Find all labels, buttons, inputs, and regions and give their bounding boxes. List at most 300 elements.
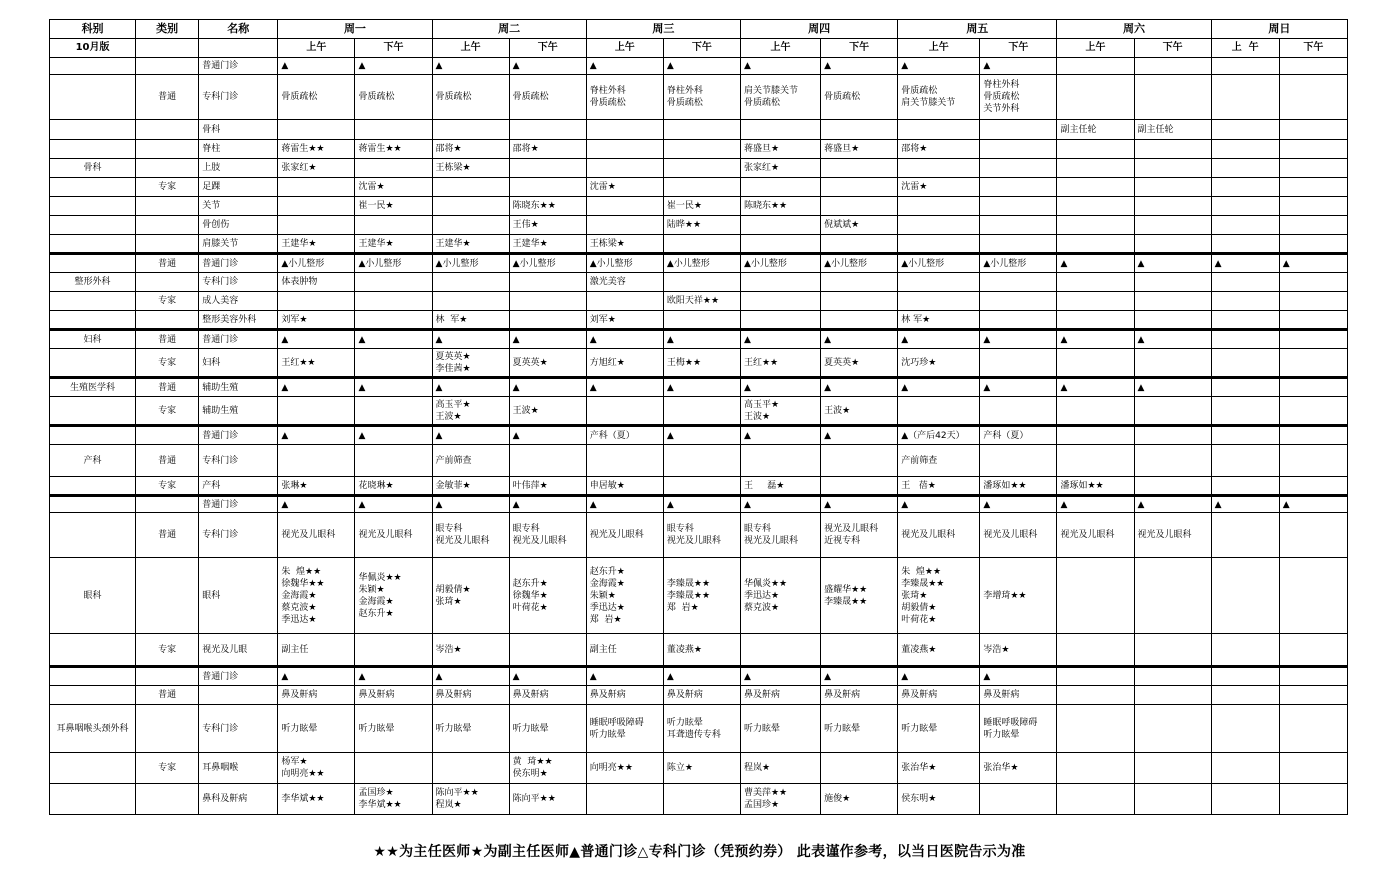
schedule-cell: 眼专科 视光及儿眼科 xyxy=(663,513,740,558)
schedule-cell xyxy=(1057,197,1134,216)
schedule-cell: ▲小儿整形 xyxy=(980,254,1057,273)
schedule-cell xyxy=(898,120,980,140)
schedule-cell xyxy=(1057,311,1134,330)
category-cell: 普通 xyxy=(136,445,199,477)
schedule-cell xyxy=(432,178,509,197)
schedule-cell xyxy=(1211,477,1279,496)
schedule-cell: 王建华★ xyxy=(355,235,432,254)
schedule-cell: 脊柱外科 骨质疏松 xyxy=(586,75,663,120)
table-row xyxy=(50,558,1348,634)
schedule-cell xyxy=(278,178,355,197)
dept-cell xyxy=(50,513,136,558)
dept-cell xyxy=(50,140,136,159)
schedule-cell: 张琳★ xyxy=(278,477,355,496)
schedule-cell: 夏英英★ xyxy=(821,349,898,378)
schedule-cell: 副主任 xyxy=(586,634,663,667)
schedule-cell: ▲ xyxy=(980,330,1057,349)
schedule-cell: 陈晓东★★ xyxy=(509,197,586,216)
schedule-cell xyxy=(1057,558,1134,634)
schedule-cell: 视光及儿眼科 xyxy=(898,513,980,558)
category-cell xyxy=(136,235,199,254)
schedule-cell: 副主任轮 xyxy=(1134,120,1211,140)
schedule-cell xyxy=(1134,426,1211,445)
schedule-cell: ▲ xyxy=(740,667,820,686)
table-row xyxy=(50,686,1348,705)
schedule-cell: 脊柱外科 骨质疏松 关节外科 xyxy=(980,75,1057,120)
schedule-cell xyxy=(1279,558,1347,634)
schedule-cell: 眼专科 视光及儿眼科 xyxy=(509,513,586,558)
schedule-cell: ▲ xyxy=(898,330,980,349)
schedule-cell: 体表肿物 xyxy=(278,273,355,292)
schedule-cell xyxy=(1134,75,1211,120)
clinic-name-cell: 产科 xyxy=(199,477,278,496)
dept-cell xyxy=(50,311,136,330)
schedule-cell xyxy=(1279,634,1347,667)
schedule-cell xyxy=(586,159,663,178)
header-dept: 科别 xyxy=(50,20,136,39)
schedule-cell: 董凌燕★ xyxy=(663,634,740,667)
schedule-cell xyxy=(1211,705,1279,753)
schedule-cell: ▲ xyxy=(1134,496,1211,513)
schedule-cell xyxy=(1057,667,1134,686)
schedule-cell xyxy=(1211,178,1279,197)
schedule-cell xyxy=(821,197,898,216)
schedule-cell: 向明亮★★ xyxy=(586,753,663,784)
table-row xyxy=(50,330,1348,349)
category-cell: 专家 xyxy=(136,349,199,378)
schedule-cell xyxy=(740,634,820,667)
schedule-cell: ▲ xyxy=(278,378,355,397)
clinic-name-cell: 眼科 xyxy=(199,558,278,634)
table-row xyxy=(50,426,1348,445)
schedule-cell: ▲ xyxy=(355,330,432,349)
schedule-cell xyxy=(980,197,1057,216)
table-row xyxy=(50,667,1348,686)
schedule-cell xyxy=(1134,686,1211,705)
schedule-cell: 张家红★ xyxy=(278,159,355,178)
schedule-cell xyxy=(1134,159,1211,178)
schedule-cell: 潘琢如★★ xyxy=(980,477,1057,496)
schedule-cell: ▲ xyxy=(509,58,586,75)
legend-note: ★★为主任医师★为副主任医师▲普通门诊△专科门诊（凭预约券） 此表谨作参考，以当日医院告示为准 xyxy=(373,844,1026,860)
table-row xyxy=(50,496,1348,513)
category-cell: 普通 xyxy=(136,254,199,273)
schedule-cell xyxy=(1279,349,1347,378)
schedule-cell: 高玉平★ 王波★ xyxy=(740,397,820,426)
schedule-cell: ▲ xyxy=(1211,496,1279,513)
clinic-name-cell: 专科门诊 xyxy=(199,445,278,477)
schedule-cell xyxy=(898,197,980,216)
schedule-cell: 盛耀华★★ 李臻晟★★ xyxy=(821,558,898,634)
schedule-cell xyxy=(1057,292,1134,311)
schedule-cell xyxy=(1057,705,1134,753)
schedule-cell: ▲ xyxy=(821,378,898,397)
schedule-cell xyxy=(1211,159,1279,178)
schedule-cell xyxy=(1279,273,1347,292)
schedule-cell: ▲小儿整形 xyxy=(821,254,898,273)
category-cell xyxy=(136,311,199,330)
schedule-cell: 蒋盛旦★ xyxy=(821,140,898,159)
schedule-cell xyxy=(1134,477,1211,496)
schedule-cell xyxy=(1057,140,1134,159)
schedule-cell: 脊柱外科 骨质疏松 xyxy=(663,75,740,120)
header-slot: 上午 xyxy=(586,39,663,58)
schedule-cell: 张治华★ xyxy=(980,753,1057,784)
header-slot: 上 午 xyxy=(1211,39,1279,58)
dept-cell xyxy=(50,784,136,815)
clinic-name-cell: 普通门诊 xyxy=(199,58,278,75)
category-cell xyxy=(136,58,199,75)
schedule-cell xyxy=(355,311,432,330)
category-cell: 普通 xyxy=(136,330,199,349)
schedule-cell: 鼻及鼾病 xyxy=(740,686,820,705)
clinic-name-cell: 骨创伤 xyxy=(199,216,278,235)
schedule-cell xyxy=(1279,216,1347,235)
header-slot: 下午 xyxy=(980,39,1057,58)
category-cell xyxy=(136,667,199,686)
dept-cell xyxy=(50,216,136,235)
schedule-cell xyxy=(1279,235,1347,254)
schedule-cell: 鼻及鼾病 xyxy=(432,686,509,705)
schedule-cell xyxy=(1057,159,1134,178)
table-row xyxy=(50,784,1348,815)
schedule-cell xyxy=(821,753,898,784)
schedule-cell xyxy=(663,784,740,815)
schedule-cell: 视光及儿眼科 xyxy=(586,513,663,558)
clinic-name-cell: 关节 xyxy=(199,197,278,216)
schedule-cell xyxy=(980,397,1057,426)
schedule-cell xyxy=(1279,445,1347,477)
schedule-cell xyxy=(1279,140,1347,159)
schedule-cell: 王建华★ xyxy=(278,235,355,254)
schedule-cell: 鼻及鼾病 xyxy=(663,686,740,705)
schedule-cell xyxy=(1279,58,1347,75)
schedule-cell xyxy=(663,120,740,140)
header-type-blank xyxy=(136,39,199,58)
schedule-cell: 夏英英★ 李佳茜★ xyxy=(432,349,509,378)
category-cell xyxy=(136,159,199,178)
clinic-name-cell: 普通门诊 xyxy=(199,330,278,349)
schedule-cell xyxy=(1279,426,1347,445)
schedule-cell xyxy=(1211,667,1279,686)
header-slot: 上午 xyxy=(432,39,509,58)
schedule-cell xyxy=(663,159,740,178)
schedule-cell xyxy=(1057,178,1134,197)
clinic-name-cell: 辅助生殖 xyxy=(199,397,278,426)
schedule-cell xyxy=(663,235,740,254)
schedule-cell: 陈向平★★ 程岚★ xyxy=(432,784,509,815)
category-cell xyxy=(136,784,199,815)
schedule-cell xyxy=(1057,686,1134,705)
category-cell xyxy=(136,140,199,159)
schedule-cell: ▲ xyxy=(432,378,509,397)
schedule-cell: 王波★ xyxy=(821,397,898,426)
schedule-cell xyxy=(1279,159,1347,178)
schedule-cell xyxy=(432,753,509,784)
schedule-cell xyxy=(1057,273,1134,292)
schedule-cell xyxy=(740,292,820,311)
header-slot: 上午 xyxy=(1057,39,1134,58)
schedule-cell: 李增琦★★ xyxy=(980,558,1057,634)
schedule-cell xyxy=(1134,292,1211,311)
schedule-cell: 眼专科 视光及儿眼科 xyxy=(432,513,509,558)
schedule-cell xyxy=(1211,58,1279,75)
schedule-cell xyxy=(1057,216,1134,235)
schedule-cell xyxy=(1211,558,1279,634)
schedule-cell: ▲ xyxy=(821,426,898,445)
schedule-cell xyxy=(432,197,509,216)
header-slot: 上午 xyxy=(740,39,820,58)
schedule-cell: ▲ xyxy=(278,330,355,349)
schedule-cell: 骨质疏松 肩关节膝关节 xyxy=(898,75,980,120)
schedule-cell xyxy=(1057,397,1134,426)
schedule-cell xyxy=(1211,140,1279,159)
schedule-cell: 骨质疏松 xyxy=(355,75,432,120)
schedule-cell: 崔一民★ xyxy=(355,197,432,216)
category-cell xyxy=(136,120,199,140)
schedule-cell xyxy=(278,397,355,426)
schedule-cell: 骨质疏松 xyxy=(278,75,355,120)
schedule-cell: ▲ xyxy=(898,378,980,397)
header-slot: 上午 xyxy=(278,39,355,58)
schedule-cell: 夏英英★ xyxy=(509,349,586,378)
schedule-cell xyxy=(1134,58,1211,75)
schedule-cell: 王梅★★ xyxy=(663,349,740,378)
table-row xyxy=(50,254,1348,273)
schedule-cell xyxy=(355,159,432,178)
header-day-thu: 周四 xyxy=(740,20,897,39)
schedule-cell xyxy=(1134,558,1211,634)
schedule-cell xyxy=(1211,784,1279,815)
table-row xyxy=(50,75,1348,120)
schedule-cell: 听力眩晕 xyxy=(740,705,820,753)
schedule-cell xyxy=(821,311,898,330)
schedule-cell: 胡毅倩★ 张琦★ xyxy=(432,558,509,634)
schedule-cell xyxy=(432,273,509,292)
schedule-cell xyxy=(355,216,432,235)
schedule-cell: 赵东升★ 徐魏华★ 叶荷花★ xyxy=(509,558,586,634)
schedule-cell xyxy=(1211,75,1279,120)
schedule-cell xyxy=(355,292,432,311)
dept-cell xyxy=(50,120,136,140)
schedule-cell: ▲ xyxy=(432,58,509,75)
schedule-cell: 陆晔★★ xyxy=(663,216,740,235)
schedule-cell xyxy=(1211,397,1279,426)
schedule-cell: ▲ xyxy=(586,58,663,75)
table-row xyxy=(50,513,1348,558)
schedule-cell xyxy=(1279,705,1347,753)
schedule-cell: 蒋雷生★★ xyxy=(278,140,355,159)
header-slot: 下午 xyxy=(1134,39,1211,58)
schedule-cell: 方旭红★ xyxy=(586,349,663,378)
dept-cell xyxy=(50,686,136,705)
schedule-cell xyxy=(1279,513,1347,558)
schedule-cell xyxy=(1134,273,1211,292)
schedule-cell xyxy=(1279,784,1347,815)
schedule-cell xyxy=(509,445,586,477)
schedule-cell: 王红★★ xyxy=(278,349,355,378)
schedule-cell xyxy=(1134,445,1211,477)
schedule-cell xyxy=(1279,753,1347,784)
header-slot: 下午 xyxy=(1279,39,1347,58)
schedule-cell xyxy=(586,397,663,426)
schedule-cell xyxy=(980,235,1057,254)
schedule-cell xyxy=(1057,58,1134,75)
schedule-cell xyxy=(1279,686,1347,705)
clinic-name-cell: 普通门诊 xyxy=(199,426,278,445)
schedule-cell: ▲ xyxy=(1134,378,1211,397)
schedule-cell: 邵将★ xyxy=(898,140,980,159)
schedule-cell xyxy=(1134,753,1211,784)
schedule-cell xyxy=(1279,397,1347,426)
header-day-fri: 周五 xyxy=(898,20,1057,39)
schedule-cell: 沈雷★ xyxy=(586,178,663,197)
schedule-cell xyxy=(663,140,740,159)
schedule-cell: 骨质疏松 xyxy=(432,75,509,120)
schedule-cell xyxy=(1057,75,1134,120)
dept-cell: 骨科 xyxy=(50,159,136,178)
schedule-cell: ▲ xyxy=(1134,330,1211,349)
schedule-cell xyxy=(1211,197,1279,216)
schedule-cell xyxy=(821,445,898,477)
schedule-cell: ▲ xyxy=(278,426,355,445)
schedule-cell: ▲ xyxy=(898,496,980,513)
table-row xyxy=(50,397,1348,426)
schedule-cell: 施俊★ xyxy=(821,784,898,815)
schedule-cell: 刘军★ xyxy=(278,311,355,330)
schedule-cell: 视光及儿眼科 xyxy=(278,513,355,558)
schedule-cell: ▲ xyxy=(821,330,898,349)
clinic-name-cell: 视光及儿眼 xyxy=(199,634,278,667)
category-cell xyxy=(136,558,199,634)
dept-cell xyxy=(50,75,136,120)
schedule-cell: 陈向平★★ xyxy=(509,784,586,815)
schedule-cell xyxy=(1211,235,1279,254)
schedule-cell xyxy=(355,397,432,426)
header-slot: 下午 xyxy=(663,39,740,58)
schedule-cell: 张家红★ xyxy=(740,159,820,178)
dept-cell xyxy=(50,397,136,426)
clinic-name-cell: 专科门诊 xyxy=(199,273,278,292)
schedule-cell: ▲小儿整形 xyxy=(663,254,740,273)
clinic-name-cell: 辅助生殖 xyxy=(199,378,278,397)
schedule-cell xyxy=(1057,445,1134,477)
schedule-cell: ▲ xyxy=(663,426,740,445)
schedule-cell xyxy=(432,292,509,311)
schedule-cell: ▲小儿整形 xyxy=(740,254,820,273)
schedule-cell xyxy=(1279,667,1347,686)
clinic-name-cell: 鼻科及鼾病 xyxy=(199,784,278,815)
schedule-cell: ▲ xyxy=(509,496,586,513)
schedule-cell: 王 磊★ xyxy=(740,477,820,496)
schedule-cell xyxy=(663,273,740,292)
schedule-cell: ▲ xyxy=(980,378,1057,397)
header-name-blank xyxy=(199,39,278,58)
schedule-cell xyxy=(1211,273,1279,292)
table-row xyxy=(50,58,1348,75)
schedule-cell xyxy=(980,784,1057,815)
schedule-cell xyxy=(1134,216,1211,235)
schedule-cell: 沈雷★ xyxy=(898,178,980,197)
category-cell xyxy=(136,216,199,235)
clinic-name-cell: 普通门诊 xyxy=(199,667,278,686)
schedule-cell: 视光及儿眼科 xyxy=(1057,513,1134,558)
schedule-cell: ▲ xyxy=(663,58,740,75)
schedule-cell xyxy=(663,445,740,477)
category-cell: 专家 xyxy=(136,397,199,426)
schedule-cell: 副主任轮 xyxy=(1057,120,1134,140)
schedule-cell xyxy=(898,273,980,292)
schedule-cell xyxy=(1057,753,1134,784)
table-row xyxy=(50,753,1348,784)
schedule-cell: 视光及儿眼科 近视专科 xyxy=(821,513,898,558)
schedule-cell: 激光美容 xyxy=(586,273,663,292)
schedule-cell: 孟国珍★ 李华斌★★ xyxy=(355,784,432,815)
schedule-cell xyxy=(1211,311,1279,330)
schedule-cell: ▲ xyxy=(740,58,820,75)
schedule-cell xyxy=(1279,311,1347,330)
schedule-cell: ▲ xyxy=(663,667,740,686)
schedule-cell: ▲ xyxy=(586,496,663,513)
schedule-cell: ▲（产后42天） xyxy=(898,426,980,445)
schedule-cell xyxy=(980,216,1057,235)
table-row xyxy=(50,120,1348,140)
schedule-cell xyxy=(898,216,980,235)
schedule-cell: 鼻及鼾病 xyxy=(898,686,980,705)
schedule-cell: 张治华★ xyxy=(898,753,980,784)
schedule-cell xyxy=(1279,378,1347,397)
schedule-cell: 岑浩★ xyxy=(980,634,1057,667)
schedule-cell xyxy=(663,477,740,496)
table-row xyxy=(50,311,1348,330)
schedule-cell: 听力眩晕 xyxy=(898,705,980,753)
schedule-cell xyxy=(740,273,820,292)
schedule-cell: ▲ xyxy=(740,496,820,513)
schedule-cell xyxy=(586,292,663,311)
category-cell: 普通 xyxy=(136,75,199,120)
schedule-cell xyxy=(1211,292,1279,311)
schedule-cell xyxy=(1057,426,1134,445)
schedule-cell xyxy=(1279,75,1347,120)
schedule-cell xyxy=(586,784,663,815)
table-row xyxy=(50,634,1348,667)
clinic-name-cell: 成人美容 xyxy=(199,292,278,311)
schedule-cell xyxy=(509,634,586,667)
schedule-cell xyxy=(740,120,820,140)
schedule-cell xyxy=(740,178,820,197)
schedule-cell: 欧阳天祥★★ xyxy=(663,292,740,311)
schedule-cell xyxy=(355,273,432,292)
header-day-sun: 周日 xyxy=(1211,20,1347,39)
schedule-cell: 鼻及鼾病 xyxy=(821,686,898,705)
schedule-cell: 邵将★ xyxy=(509,140,586,159)
schedule-cell: 程岚★ xyxy=(740,753,820,784)
schedule-cell: 沈巧珍★ xyxy=(898,349,980,378)
schedule-cell: 产前筛查 xyxy=(898,445,980,477)
schedule-cell xyxy=(509,178,586,197)
schedule-cell: 陈立★ xyxy=(663,753,740,784)
schedule-cell: ▲小儿整形 xyxy=(898,254,980,273)
header-slot: 下午 xyxy=(821,39,898,58)
schedule-cell: 听力眩晕 xyxy=(509,705,586,753)
schedule-cell xyxy=(1211,634,1279,667)
schedule-cell xyxy=(663,397,740,426)
schedule-cell xyxy=(740,235,820,254)
schedule-cell: ▲ xyxy=(432,426,509,445)
schedule-cell: ▲ xyxy=(509,426,586,445)
schedule-cell: ▲小儿整形 xyxy=(432,254,509,273)
schedule-cell: ▲ xyxy=(1057,330,1134,349)
